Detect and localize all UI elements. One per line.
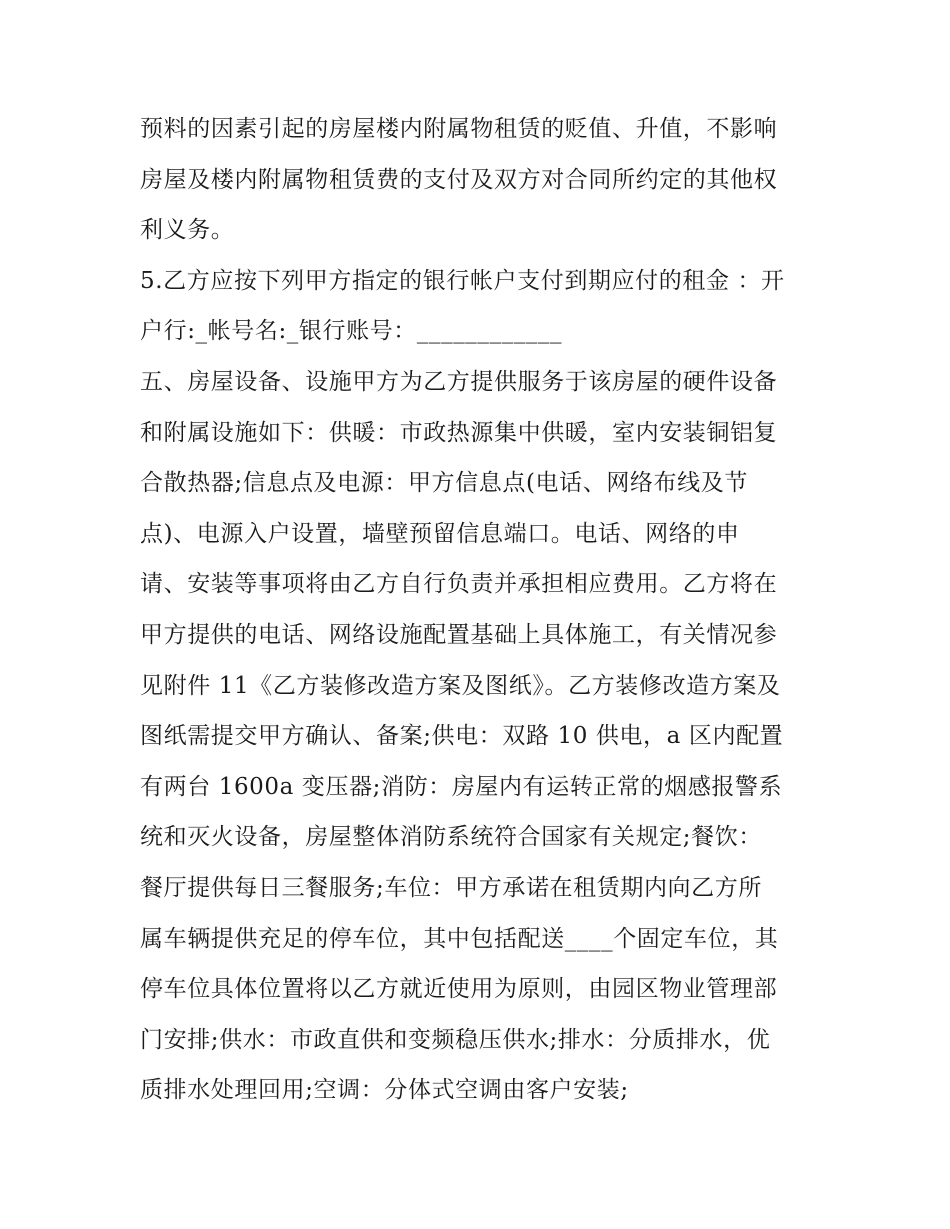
document-body bbox=[140, 104, 820, 1116]
text-line: 见附件 11《乙方装修改造方案及图纸》。乙方装修改造方案及 bbox=[140, 672, 781, 699]
text-line: 图纸需提交甲方确认、备案;供电：双路 10 供电，a 区内配置 bbox=[140, 723, 784, 750]
text-line: 有两台 1600a 变压器;消防：房屋内有运转正常的烟感报警系 bbox=[140, 773, 783, 800]
text-line: 质排水处理回用;空调：分体式空调由客户安装; bbox=[140, 1077, 629, 1104]
text-line: 请、安装等事项将由乙方自行负责并承担相应费用。乙方将在 bbox=[140, 571, 778, 598]
text-line: 甲方提供的电话、网络设施配置基础上具体施工，有关情况参 bbox=[140, 621, 778, 648]
text-line: 五、房屋设备、设施甲方为乙方提供服务于该房屋的硬件设备 bbox=[140, 368, 778, 395]
text-line: 停车位具体位置将以乙方就近使用为原则，由园区物业管理部 bbox=[140, 976, 778, 1003]
text-line: 5.乙方应按下列甲方指定的银行帐户支付到期应付的租金 ：开 bbox=[140, 267, 785, 294]
text-line: 餐厅提供每日三餐服务;车位：甲方承诺在租赁期内向乙方所 bbox=[140, 874, 762, 901]
text-line: 点)、电源入户设置，墙壁预留信息端口。电话、网络的申 bbox=[140, 520, 740, 547]
text-line: 利义务。 bbox=[140, 217, 235, 244]
text-line: 统和灭火设备，房屋整体消防系统符合国家有关规定;餐饮： bbox=[140, 824, 762, 851]
text-line: 属车辆提供充足的停车位，其中包括配送____个固定车位，其 bbox=[140, 925, 779, 952]
text-line: 预料的因素引起的房屋楼内附属物租赁的贬值、升值，不影响 bbox=[140, 116, 778, 142]
text-line: 房屋及楼内附属物租赁费的支付及双方对合同所约定的其他权 bbox=[140, 166, 778, 193]
text-line: 合散热器;信息点及电源：甲方信息点(电话、网络布线及节 bbox=[140, 470, 748, 497]
text-line: 门安排;供水：市政直供和变频稳压供水;排水：分质排水，优 bbox=[140, 1026, 771, 1053]
text-line: 户行:_帐号名:_银行账号：____________ bbox=[140, 318, 563, 345]
text-line: 和附属设施如下：供暖：市政热源集中供暖，室内安装铜铝复 bbox=[140, 419, 778, 446]
